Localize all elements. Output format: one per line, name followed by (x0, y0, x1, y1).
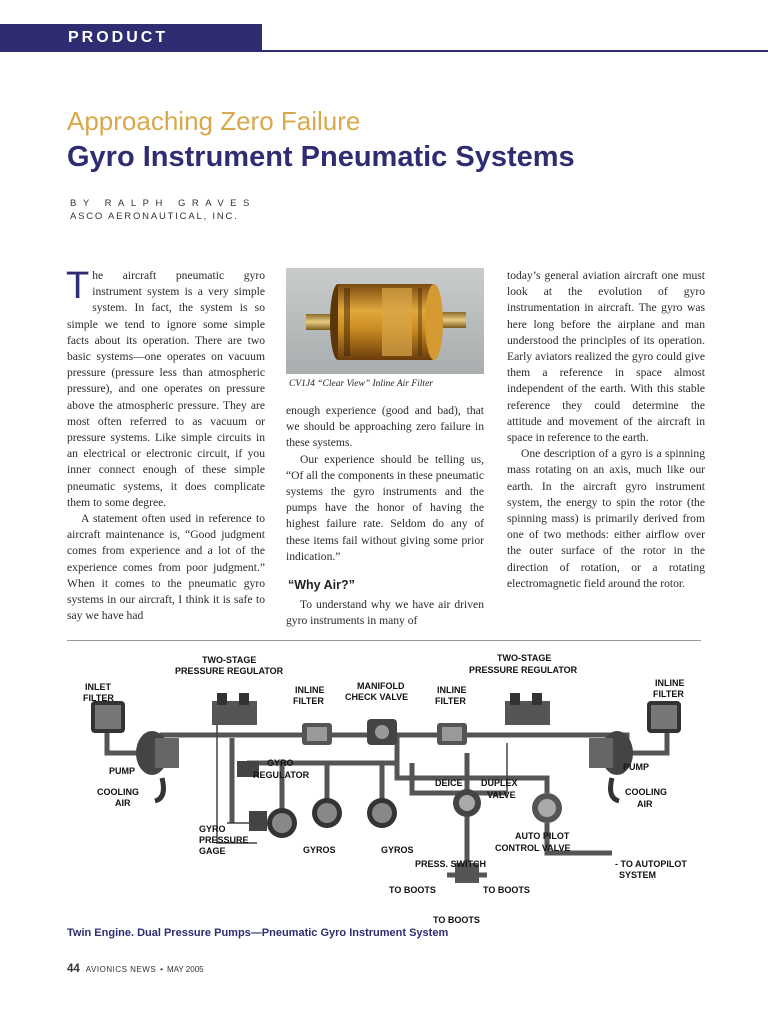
diagram-rule (67, 640, 701, 641)
diagram-label: AIR (115, 798, 131, 808)
diagram-label: TWO-STAGE (202, 655, 257, 665)
diagram-label: PRESS. SWITCH (415, 859, 487, 869)
paragraph-1: The aircraft pneumatic gyro instrument system is a very simple system. In fact, the system is so simple we tend to ignore some simple facts about its operation. There are two basic systems—one operates on vacuum pressure (pressure less than atmospheric pressure), and one operates on pressure above the atmospheric pressure. They are most often referred to as vacuum or pressure systems. Like simple circuits in an electrical or electronic circuit, if you inner connect enough of these simple pneumatic systems, it does complicate them to some degree. (66, 265, 265, 509)
diagram-label: AIR (637, 799, 653, 809)
diagram-label: PRESSURE (199, 835, 249, 845)
deice-duplex-valve-icon (453, 789, 481, 817)
regulator-left-icon (212, 693, 257, 725)
text-column-1 (66, 265, 265, 624)
diagram-label: FILTER (83, 693, 114, 703)
diagram-label: TO BOOTS (483, 885, 530, 895)
page-footer (67, 963, 204, 975)
diagram-label: TWO-STAGE (497, 653, 552, 663)
issue-date: MAY 2005 (166, 965, 204, 974)
footer-bullet: • (160, 965, 163, 974)
paragraph-7: One description of a gyro is a spinning mass rotating on an axis, much like our earth. In the aircraft gyro instrument system, the energy to spin the rotor (the spinning mass) is primarily derived from one of two methods: either airflow over the outer surface of the rotor in the direction of rotation, or a rotating electromagnetic field around the rotor. (507, 447, 705, 590)
byline: BY RALPH GRAVES (70, 198, 256, 209)
diagram-label: COOLING (97, 787, 139, 797)
diagram-label: INLET (85, 682, 111, 692)
cooling-air-right-icon (611, 778, 619, 801)
diagram-label: GYRO (267, 758, 294, 768)
section-label: PRODUCT (68, 29, 169, 46)
diagram-label: FILTER (653, 689, 684, 699)
diagram-label: GYRO (199, 824, 226, 834)
section-rule (262, 50, 768, 52)
diagram-label: PUMP (623, 762, 650, 772)
paragraph-6: today’s general aviation aircraft one must look at the evolution of gyro instrumentation in aircraft. The gyro was here long before the airplane and man understood the principles of its operation. Early aviators realized the gyro could give them a reference in space almost independent of the earth. With this stable reference they could determine the attitude and movement of the aircraft in space in reference to the earth. (507, 269, 705, 445)
diagram-label: INLINE (655, 678, 685, 688)
autopilot-control-valve-icon (532, 793, 562, 823)
diagram-label: CHECK VALVE (345, 692, 409, 702)
diagram-label: GYROS (303, 845, 336, 855)
paragraph-2: A statement often used in reference to aircraft maintenance is, “Good judgment comes from experience and a lot of the experience comes from poor judgment.” When it comes to the pneumatic gyro systems in our aircraft, I think it is safe to say we have had (67, 512, 265, 623)
manifold-check-valve-icon (367, 719, 397, 745)
inlet-filter-left-icon (91, 701, 125, 733)
diagram-label: DUPLEX (481, 778, 518, 788)
pump-left-icon (136, 731, 179, 775)
figure-caption: Twin Engine. Dual Pressure Pumps—Pneumatic Gyro Instrument System (67, 927, 449, 939)
text-column-3 (507, 268, 705, 592)
diagram-label: MANIFOLD (357, 681, 405, 691)
diagram-label: PUMP (109, 766, 136, 776)
gyro-instrument-icons (267, 798, 397, 838)
diagram-label: GYROS (381, 845, 414, 855)
inline-filter-a-icon (302, 723, 332, 745)
inline-filter-photo (286, 268, 484, 374)
diagram-label: SYSTEM (619, 870, 657, 880)
article-kicker: Approaching Zero Failure (67, 106, 361, 136)
author-affiliation: ASCO AERONAUTICAL, INC. (70, 211, 239, 222)
diagram-label: INLINE (295, 685, 325, 695)
diagram-label: INLINE (437, 685, 467, 695)
paragraph-3: enough experience (good and bad), that we should be approaching zero failure in these systems. (286, 404, 484, 450)
diagram-label: - TO AUTOPILOT (615, 859, 687, 869)
diagram-label: GAGE (199, 846, 226, 856)
filter-illustration (286, 268, 484, 374)
publication-name: AVIONICS NEWS (85, 965, 157, 974)
text-column-2 (286, 403, 484, 630)
diagram-label: PRESSURE REGULATOR (175, 666, 284, 676)
regulator-right-icon (505, 693, 550, 725)
drop-cap: T (66, 265, 90, 307)
subheading-why-air: “Why Air?” (288, 578, 355, 593)
gyro-pressure-gage-icon (249, 811, 267, 831)
inline-filter-right-icon (647, 701, 681, 733)
pneumatic-system-diagram (67, 643, 701, 925)
inline-filter-b-icon (437, 723, 467, 745)
article-title: Gyro Instrument Pneumatic Systems (67, 141, 575, 173)
diagram-label: PRESSURE REGULATOR (469, 665, 578, 675)
diagram-label: CONTROL VALVE (495, 843, 571, 853)
diagram-label: DEICE (435, 778, 463, 788)
diagram-label: FILTER (435, 696, 466, 706)
diagram-label: TO BOOTS (433, 915, 480, 925)
page-number: 44 (67, 963, 80, 975)
diagram-label: VALVE (487, 790, 516, 800)
paragraph-5: To understand why we have air driven gyro instruments in many of (286, 598, 484, 628)
diagram-label: COOLING (625, 787, 667, 797)
diagram-label: AUTO PILOT (515, 831, 570, 841)
paragraph-4: Our experience should be telling us, “Of all the components in these pneumatic systems the gyro instruments and the pumps have the honor of having the highest failure rate. Seldom do any of these items fail without giving some prior indication.” (286, 452, 484, 563)
diagram-label: FILTER (293, 696, 324, 706)
photo-caption: CV1J4 “Clear View” Inline Air Filter (289, 379, 433, 389)
diagram-label: TO BOOTS (389, 885, 436, 895)
cooling-air-left-icon (155, 778, 163, 801)
diagram-label: REGULATOR (253, 770, 310, 780)
